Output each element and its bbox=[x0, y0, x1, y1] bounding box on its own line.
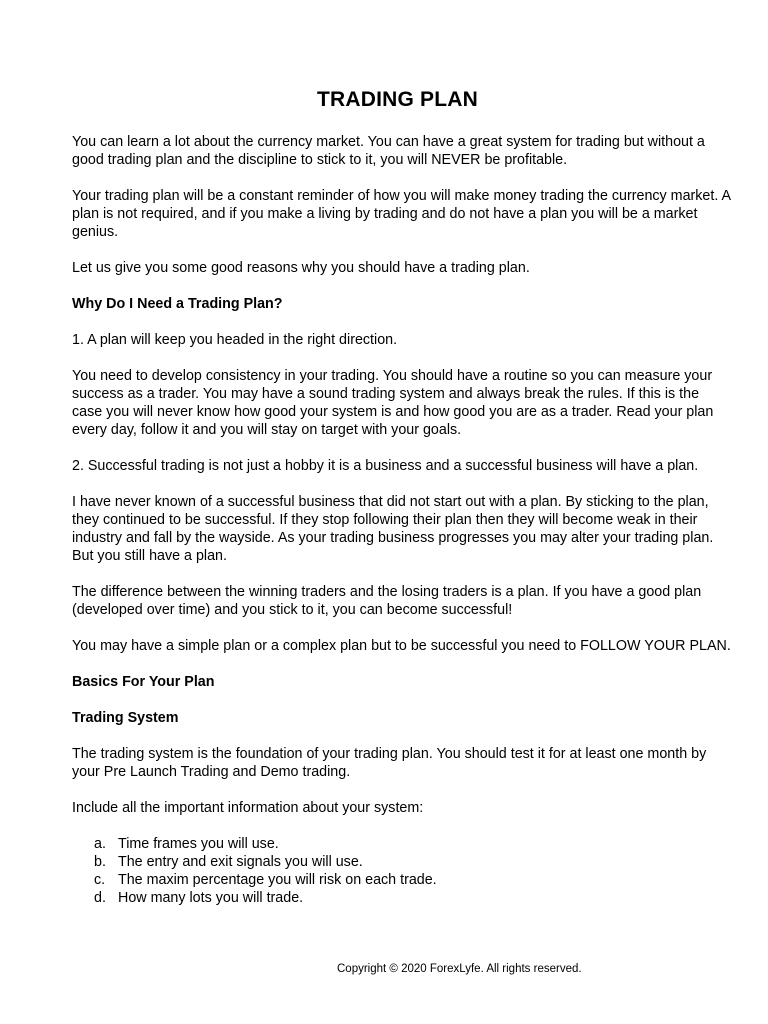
list-item bbox=[72, 871, 732, 889]
list-item bbox=[72, 853, 732, 871]
section-heading-trading-system: Trading System bbox=[72, 710, 179, 726]
section-heading-basics: Basics For Your Plan bbox=[72, 674, 215, 690]
follow-plan-paragraph: You may have a simple plan or a complex plan but to be successful you need to FOLLOW YOUR PLAN. bbox=[72, 638, 731, 654]
reason-1: 1. A plan will keep you headed in the right direction. bbox=[72, 332, 398, 348]
list-item-text: How many lots you will trade. bbox=[118, 890, 304, 906]
system-info-list bbox=[72, 835, 732, 907]
reason-1-paragraph: You need to develop consistency in your trading. You should have a routine so you can measure your success as a trader. You may have a sound trading system and always break the rules. If this is the case you will never know how good your system is and how good you are as a trader. Read your plan every day, follow it and you will stay on target with your goals. bbox=[72, 368, 714, 438]
trading-system-paragraph: The trading system is the foundation of your trading plan. You should test it for at least one month by your Pre Launch Trading and Demo trading. bbox=[72, 746, 707, 780]
winning-traders-paragraph: The difference between the winning traders and the losing traders is a plan. If you have a good plan (developed over time) and you stick to it, you can become successful! bbox=[72, 584, 702, 618]
list-marker: d. bbox=[94, 890, 106, 906]
intro-paragraph-2: Your trading plan will be a constant reminder of how you will make money trading the currency market. A plan is not required, and if you make a living by trading and do not have a plan you will be a market genius. bbox=[72, 188, 731, 240]
intro-paragraph-1: You can learn a lot about the currency market. You can have a great system for trading but without a good trading plan and the discipline to stick to it, you will NEVER be profitable. bbox=[72, 134, 705, 168]
reason-2-paragraph: I have never known of a successful business that did not start out with a plan. By sticking to the plan, they continued to be successful. If they stop following their plan then they will become weak in their industry and fall by the wayside. As your trading business progresses you may alter your trading plan. But you still have a plan. bbox=[72, 494, 714, 564]
document-title: TRADING PLAN bbox=[316, 88, 479, 111]
list-item bbox=[72, 835, 732, 853]
section-heading-why: Why Do I Need a Trading Plan? bbox=[72, 296, 283, 312]
list-item-text: The entry and exit signals you will use. bbox=[118, 854, 363, 870]
list-marker: c. bbox=[94, 872, 106, 888]
copyright-footer: Copyright © 2020 ForexLyfe. All rights reserved. bbox=[337, 963, 582, 975]
intro-paragraph-3: Let us give you some good reasons why you should have a trading plan. bbox=[72, 260, 530, 276]
include-info-paragraph: Include all the important information about your system: bbox=[72, 800, 424, 816]
list-marker: b. bbox=[94, 854, 106, 870]
list-marker: a. bbox=[94, 836, 106, 852]
list-item-text: The maxim percentage you will risk on each trade. bbox=[118, 872, 437, 888]
list-item bbox=[72, 889, 732, 907]
reason-2: 2. Successful trading is not just a hobby it is a business and a successful business will have a plan. bbox=[72, 458, 699, 474]
document-body bbox=[72, 133, 732, 907]
list-item-text: Time frames you will use. bbox=[118, 836, 279, 852]
